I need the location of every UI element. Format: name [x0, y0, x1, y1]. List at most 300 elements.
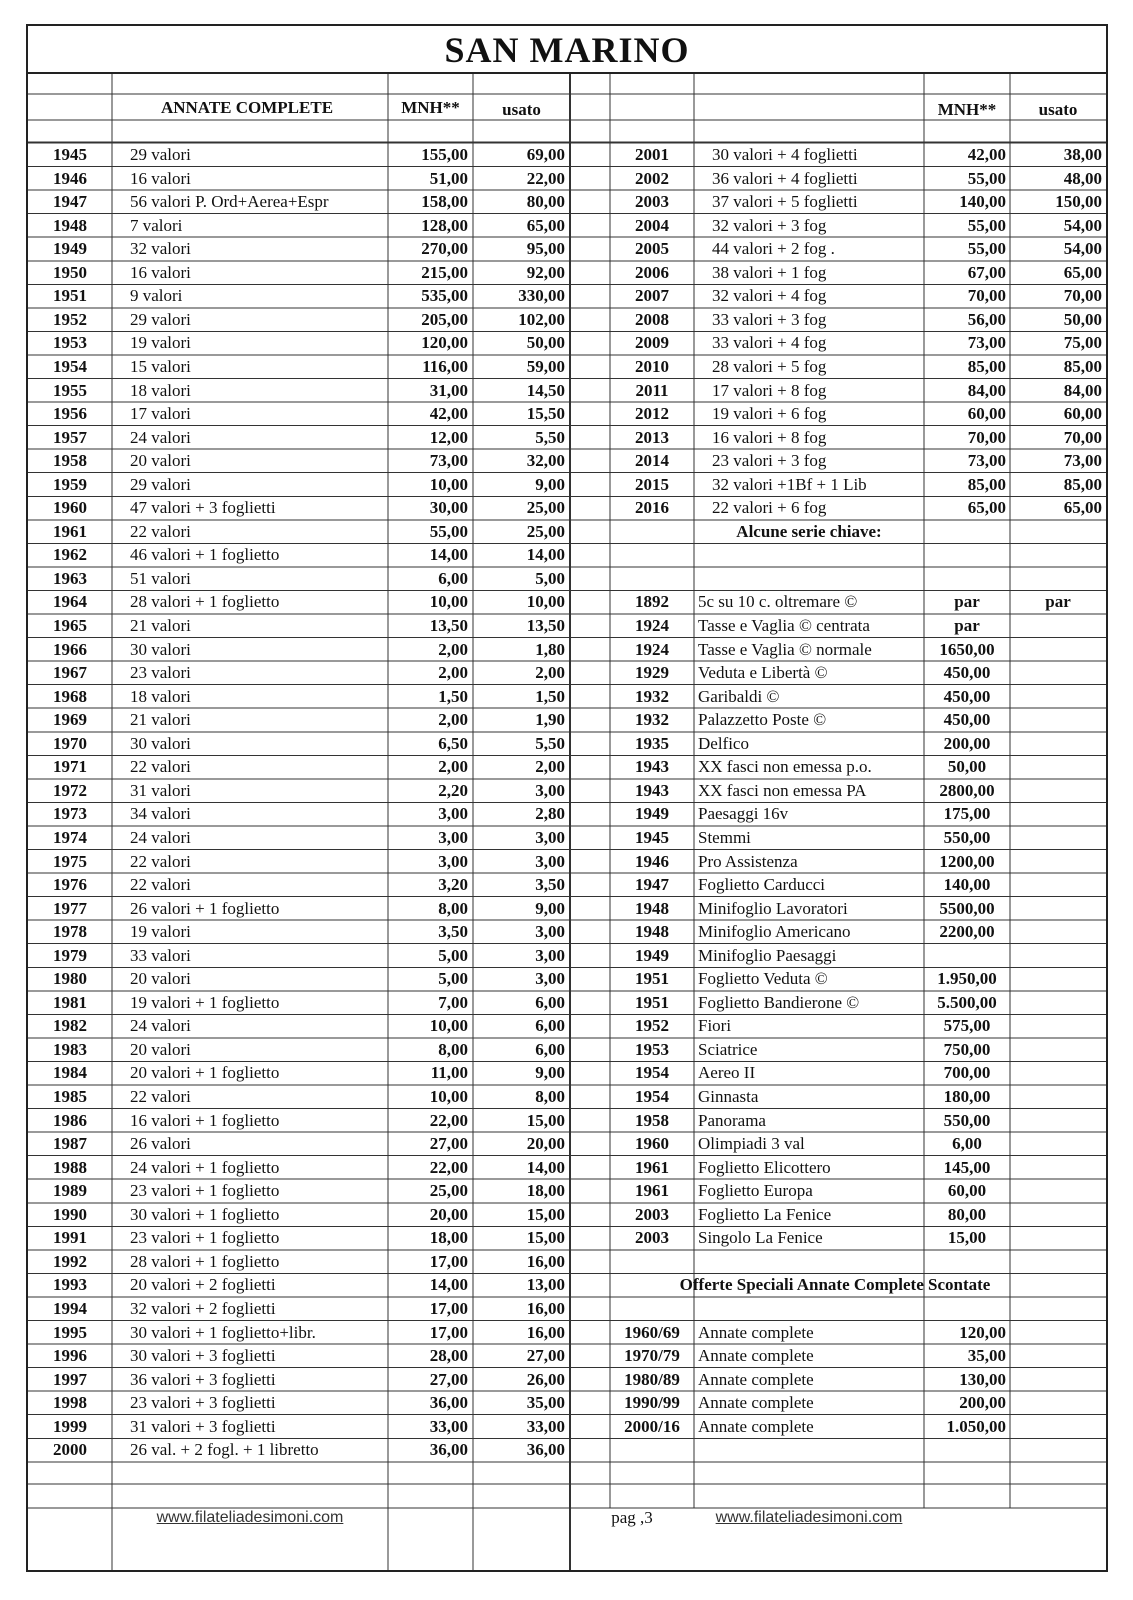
row-year: 1961 [53, 521, 87, 541]
row-price-mnh: 85,00 [967, 474, 1006, 494]
key-series-year: 1958 [635, 1110, 669, 1130]
row-price-used: 3,00 [535, 922, 565, 942]
row-price-used: 70,00 [1063, 427, 1102, 447]
row-year: 2001 [635, 145, 669, 164]
key-series-price-mnh: 2200,00 [939, 922, 995, 942]
key-series-description: 5c su 10 c. oltremare © [698, 592, 858, 612]
row-price-used: 32,00 [526, 451, 565, 471]
row-price-used: 16,00 [526, 1322, 565, 1342]
row-description: 24 valori [130, 427, 191, 447]
row-description: 56 valori P. Ord+Aerea+Espr [130, 192, 329, 212]
row-price-mnh: 2,00 [438, 710, 468, 730]
row-year: 1946 [53, 168, 87, 188]
row-description: 22 valori + 6 fog [712, 498, 827, 518]
row-year: 1945 [53, 145, 87, 164]
offer-price: 1.050,00 [946, 1416, 1006, 1436]
row-year: 2010 [635, 356, 669, 376]
row-description: 37 valori + 5 foglietti [712, 192, 858, 212]
row-description: 26 val. + 2 fogl. + 1 libretto [130, 1440, 319, 1460]
row-description: 17 valori [130, 404, 191, 424]
key-series-price-mnh: 140,00 [943, 875, 991, 895]
key-series-year: 1949 [635, 945, 669, 965]
row-price-mnh: 155,00 [421, 145, 468, 164]
row-year: 1971 [53, 757, 87, 777]
row-price-used: 80,00 [526, 192, 565, 212]
row-price-used: 85,00 [1063, 356, 1102, 376]
row-price-used: 2,80 [535, 804, 565, 824]
row-price-used: 27,00 [526, 1346, 565, 1366]
row-price-mnh: 17,00 [429, 1322, 468, 1342]
row-price-used: 69,00 [526, 145, 565, 164]
row-description: 30 valori + 4 foglietti [712, 145, 858, 164]
row-description: 24 valori + 1 foglietto [130, 1157, 280, 1177]
row-description: 20 valori [130, 451, 191, 471]
row-description: 44 valori + 2 fog . [712, 239, 835, 259]
row-price-mnh: 5,00 [438, 969, 468, 989]
row-price-used: 150,00 [1055, 192, 1102, 212]
row-price-used: 5,50 [535, 733, 565, 753]
column-header-mnh: MNH** [401, 98, 460, 117]
key-series-price-mnh: 15,00 [947, 1228, 987, 1248]
row-price-used: 13,00 [526, 1275, 565, 1295]
row-price-mnh: 73,00 [967, 451, 1006, 471]
key-series-description: Minifoglio Americano [698, 922, 851, 942]
row-description: 30 valori + 1 foglietto+libr. [130, 1322, 316, 1342]
offer-price: 35,00 [967, 1346, 1006, 1366]
row-description: 33 valori + 4 fog [712, 333, 827, 353]
row-price-mnh: 2,00 [438, 639, 468, 659]
key-series-description: Panorama [698, 1110, 766, 1130]
row-price-mnh: 8,00 [438, 1039, 468, 1059]
row-description: 36 valori + 3 foglietti [130, 1369, 276, 1389]
key-series-year: 1948 [635, 922, 669, 942]
key-series-description: Foglietto Europa [698, 1181, 813, 1201]
row-year: 1977 [53, 898, 87, 918]
key-series-description: Minifoglio Paesaggi [698, 945, 837, 965]
column-header-used: usato [502, 100, 541, 119]
row-price-used: 8,00 [535, 1087, 565, 1106]
row-price-used: 54,00 [1063, 239, 1102, 259]
row-price-mnh: 73,00 [967, 333, 1006, 353]
row-price-mnh: 70,00 [967, 427, 1006, 447]
row-price-used: 60,00 [1063, 404, 1102, 424]
row-year: 2000 [53, 1440, 87, 1460]
key-series-price-mnh: 1650,00 [939, 639, 995, 659]
row-price-used: 25,00 [526, 521, 565, 541]
row-year: 1999 [53, 1416, 87, 1436]
row-description: 18 valori [130, 686, 191, 706]
row-price-used: 50,00 [1063, 309, 1102, 329]
row-year: 2008 [635, 309, 669, 329]
key-series-year: 1948 [635, 898, 669, 918]
row-price-used: 54,00 [1063, 215, 1102, 235]
row-description: 23 valori + 3 fog [712, 451, 827, 471]
row-price-mnh: 10,00 [429, 592, 468, 612]
row-year: 1963 [53, 568, 87, 588]
row-year: 1974 [53, 827, 87, 847]
row-year: 1986 [53, 1110, 87, 1130]
column-header-used: usato [1038, 100, 1078, 119]
row-price-mnh: 84,00 [967, 380, 1006, 400]
key-series-description: Tasse e Vaglia © normale [698, 639, 872, 659]
key-series-price-mnh: 700,00 [943, 1063, 991, 1083]
row-year: 2014 [635, 451, 669, 471]
price-list-sheet [26, 24, 1108, 1572]
row-year: 1993 [53, 1275, 87, 1295]
row-price-used: 65,00 [1063, 498, 1102, 518]
row-year: 1952 [53, 309, 87, 329]
row-description: 32 valori [130, 239, 191, 259]
offer-price: 120,00 [959, 1322, 1006, 1342]
row-year: 1966 [53, 639, 87, 659]
row-price-mnh: 6,00 [438, 568, 468, 588]
row-price-mnh: 51,00 [429, 168, 468, 188]
row-price-used: 5,00 [535, 568, 565, 588]
key-series-year: 1892 [635, 592, 669, 612]
row-description: 29 valori [130, 309, 191, 329]
row-description: 24 valori [130, 827, 191, 847]
row-price-mnh: 56,00 [967, 309, 1006, 329]
key-series-price-used: par [1045, 592, 1071, 612]
row-year: 1964 [53, 592, 87, 612]
row-price-used: 36,00 [526, 1440, 565, 1460]
key-series-year: 2003 [635, 1204, 669, 1224]
row-year: 2007 [635, 286, 669, 306]
key-series-price-mnh: 575,00 [943, 1016, 991, 1036]
row-year: 2011 [635, 380, 669, 400]
row-price-mnh: 30,00 [429, 498, 468, 518]
key-series-price-mnh: 450,00 [943, 710, 991, 730]
row-description: 32 valori +1Bf + 1 Lib [712, 474, 867, 494]
row-description: 31 valori [130, 780, 191, 800]
row-price-used: 18,00 [526, 1181, 565, 1201]
row-year: 1995 [53, 1322, 87, 1342]
offer-years: 1980/89 [624, 1369, 680, 1389]
key-series-price-mnh: 50,00 [947, 757, 987, 777]
key-series-title: Alcune serie chiave: [736, 521, 882, 541]
row-price-used: 84,00 [1063, 380, 1102, 400]
row-price-mnh: 14,00 [429, 545, 468, 565]
row-price-mnh: 10,00 [429, 474, 468, 494]
row-description: 18 valori [130, 380, 191, 400]
row-price-mnh: 25,00 [429, 1181, 468, 1201]
key-series-year: 1924 [635, 639, 669, 659]
key-series-description: Singolo La Fenice [698, 1228, 823, 1248]
row-description: 29 valori [130, 145, 191, 164]
key-series-year: 1954 [635, 1087, 669, 1106]
row-price-used: 22,00 [526, 168, 565, 188]
row-price-used: 6,00 [535, 1016, 565, 1036]
row-price-mnh: 3,20 [438, 875, 468, 895]
row-price-mnh: 31,00 [429, 380, 468, 400]
key-series-year: 1947 [635, 875, 669, 895]
key-series-price-mnh: 5500,00 [939, 898, 995, 918]
row-description: 32 valori + 3 fog [712, 215, 827, 235]
row-year: 1947 [53, 192, 87, 212]
key-series-description: Fiori [698, 1016, 732, 1036]
row-price-mnh: 85,00 [967, 356, 1006, 376]
key-series-price-mnh: 1.950,00 [937, 969, 997, 989]
row-price-mnh: 27,00 [429, 1134, 468, 1154]
row-description: 30 valori [130, 733, 191, 753]
row-year: 1988 [53, 1157, 87, 1177]
key-series-year: 2003 [635, 1228, 669, 1248]
row-description: 26 valori + 1 foglietto [130, 898, 280, 918]
key-series-year: 1952 [635, 1016, 669, 1036]
row-price-used: 95,00 [526, 239, 565, 259]
offer-description: Annate complete [698, 1346, 814, 1366]
row-year: 2009 [635, 333, 669, 353]
row-price-used: 14,00 [526, 1157, 565, 1177]
row-description: 16 valori + 1 foglietto [130, 1110, 280, 1130]
row-year: 2005 [635, 239, 669, 259]
row-price-used: 14,00 [526, 545, 565, 565]
row-description: 19 valori + 6 fog [712, 404, 827, 424]
row-year: 1960 [53, 498, 87, 518]
row-price-mnh: 2,00 [438, 663, 468, 683]
row-description: 47 valori + 3 foglietti [130, 498, 276, 518]
key-series-description: Ginnasta [698, 1087, 759, 1106]
row-year: 1994 [53, 1298, 87, 1318]
key-series-description: Palazzetto Poste © [698, 710, 827, 730]
row-year: 1980 [53, 969, 87, 989]
row-year: 1976 [53, 875, 87, 895]
row-price-used: 3,00 [535, 851, 565, 871]
key-series-description: Foglietto Elicottero [698, 1157, 831, 1177]
row-description: 19 valori + 1 foglietto [130, 992, 280, 1012]
row-price-used: 15,00 [526, 1228, 565, 1248]
key-series-year: 1945 [635, 827, 669, 847]
row-description: 36 valori + 4 foglietti [712, 168, 858, 188]
row-price-used: 16,00 [526, 1251, 565, 1271]
key-series-year: 1943 [635, 780, 669, 800]
row-description: 19 valori [130, 333, 191, 353]
row-price-used: 33,00 [526, 1416, 565, 1436]
row-description: 22 valori [130, 521, 191, 541]
row-year: 1955 [53, 380, 87, 400]
row-year: 1949 [53, 239, 87, 259]
row-price-mnh: 3,00 [438, 851, 468, 871]
row-year: 1989 [53, 1181, 87, 1201]
key-series-description: Veduta e Libertà © [698, 663, 828, 683]
row-description: 33 valori [130, 945, 191, 965]
key-series-description: Garibaldi © [698, 686, 780, 706]
key-series-price-mnh: par [954, 616, 980, 635]
key-series-price-mnh: 550,00 [943, 1110, 991, 1130]
row-price-mnh: 535,00 [421, 286, 468, 306]
row-price-mnh: 2,20 [438, 780, 468, 800]
row-year: 1998 [53, 1393, 87, 1413]
row-price-used: 15,00 [526, 1110, 565, 1130]
row-price-mnh: 70,00 [967, 286, 1006, 306]
key-series-description: Foglietto Veduta © [698, 969, 828, 989]
row-year: 2006 [635, 262, 669, 282]
offer-years: 1960/69 [624, 1322, 680, 1342]
row-year: 1985 [53, 1087, 87, 1106]
row-description: 33 valori + 3 fog [712, 309, 827, 329]
offer-description: Annate complete [698, 1416, 814, 1436]
row-description: 31 valori + 3 foglietti [130, 1416, 276, 1436]
row-price-used: 3,00 [535, 969, 565, 989]
page-title: SAN MARINO [28, 26, 1106, 74]
row-price-mnh: 33,00 [429, 1416, 468, 1436]
key-series-description: Tasse e Vaglia © centrata [698, 616, 870, 635]
row-year: 1972 [53, 780, 87, 800]
column-header-section: ANNATE COMPLETE [160, 98, 334, 117]
row-description: 9 valori [130, 286, 183, 306]
row-description: 20 valori + 2 foglietti [130, 1275, 276, 1295]
row-price-mnh: 3,50 [438, 922, 468, 942]
row-price-mnh: 65,00 [967, 498, 1006, 518]
key-series-year: 1924 [635, 616, 669, 635]
footer-website-link[interactable]: www.filateliadesimoni.com [156, 1508, 344, 1526]
key-series-year: 1932 [635, 710, 669, 730]
row-year: 2003 [635, 192, 669, 212]
key-series-year: 1946 [635, 851, 669, 871]
row-price-used: 1,50 [535, 686, 565, 706]
key-series-year: 1961 [635, 1157, 669, 1177]
row-description: 16 valori [130, 262, 191, 282]
row-description: 23 valori + 3 foglietti [130, 1393, 276, 1413]
row-description: 20 valori + 1 foglietto [130, 1063, 280, 1083]
row-price-mnh: 28,00 [429, 1346, 468, 1366]
row-price-mnh: 158,00 [421, 192, 468, 212]
row-year: 1956 [53, 404, 87, 424]
row-price-used: 15,00 [526, 1204, 565, 1224]
row-price-used: 9,00 [535, 1063, 565, 1083]
row-price-used: 9,00 [535, 898, 565, 918]
row-price-mnh: 13,50 [429, 616, 468, 635]
row-price-mnh: 270,00 [421, 239, 468, 259]
row-price-mnh: 3,00 [438, 827, 468, 847]
key-series-description: Foglietto Carducci [698, 875, 826, 895]
row-year: 2012 [635, 404, 669, 424]
offer-years: 2000/16 [624, 1416, 680, 1436]
key-series-year: 1961 [635, 1181, 669, 1201]
row-description: 23 valori + 1 foglietto [130, 1181, 280, 1201]
row-price-used: 25,00 [526, 498, 565, 518]
row-price-used: 35,00 [526, 1393, 565, 1413]
key-series-description: Foglietto Bandierone © [698, 992, 860, 1012]
row-price-mnh: 120,00 [421, 333, 468, 353]
row-price-used: 73,00 [1063, 451, 1102, 471]
row-price-mnh: 20,00 [429, 1204, 468, 1224]
row-price-used: 1,80 [535, 639, 565, 659]
row-description: 20 valori [130, 969, 191, 989]
row-price-mnh: 17,00 [429, 1251, 468, 1271]
row-description: 28 valori + 5 fog [712, 356, 827, 376]
row-description: 22 valori [130, 757, 191, 777]
row-price-mnh: 7,00 [438, 992, 468, 1012]
row-description: 38 valori + 1 fog [712, 262, 827, 282]
row-price-mnh: 10,00 [429, 1016, 468, 1036]
row-description: 15 valori [130, 356, 191, 376]
row-price-mnh: 73,00 [429, 451, 468, 471]
row-year: 1987 [53, 1134, 87, 1154]
row-price-mnh: 55,00 [967, 239, 1006, 259]
row-price-mnh: 14,00 [429, 1275, 468, 1295]
row-year: 1973 [53, 804, 87, 824]
key-series-price-mnh: 200,00 [943, 733, 991, 753]
offer-description: Annate complete [698, 1322, 814, 1342]
row-price-used: 59,00 [526, 356, 565, 376]
row-price-used: 330,00 [518, 286, 565, 306]
key-series-year: 1935 [635, 733, 669, 753]
row-year: 1948 [53, 215, 87, 235]
row-year: 1996 [53, 1346, 87, 1366]
column-header-mnh: MNH** [937, 100, 997, 119]
row-year: 1978 [53, 922, 87, 942]
row-year: 2016 [635, 498, 669, 518]
row-year: 1991 [53, 1228, 87, 1248]
row-price-mnh: 6,50 [438, 733, 468, 753]
row-price-used: 1,90 [535, 710, 565, 730]
footer-website-link[interactable]: www.filateliadesimoni.com [715, 1508, 903, 1526]
row-year: 1951 [53, 286, 87, 306]
row-price-used: 75,00 [1063, 333, 1102, 353]
key-series-year: 1929 [635, 663, 669, 683]
key-series-price-mnh: 550,00 [943, 827, 991, 847]
row-description: 30 valori [130, 639, 191, 659]
key-series-description: Paesaggi 16v [698, 804, 789, 824]
row-price-mnh: 17,00 [429, 1298, 468, 1318]
row-description: 28 valori + 1 foglietto [130, 592, 280, 612]
key-series-price-mnh: 1200,00 [939, 851, 995, 871]
row-price-mnh: 36,00 [429, 1440, 468, 1460]
row-price-used: 102,00 [518, 309, 565, 329]
key-series-description: Aereo II [698, 1063, 756, 1083]
row-price-used: 2,00 [535, 663, 565, 683]
row-price-mnh: 8,00 [438, 898, 468, 918]
row-price-used: 13,50 [526, 616, 565, 635]
row-price-used: 10,00 [526, 592, 565, 612]
key-series-description: Minifoglio Lavoratori [698, 898, 848, 918]
key-series-price-mnh: 2800,00 [939, 780, 995, 800]
row-description: 26 valori [130, 1134, 191, 1154]
row-year: 1959 [53, 474, 87, 494]
row-year: 1965 [53, 616, 87, 635]
row-year: 1983 [53, 1039, 87, 1059]
row-description: 16 valori + 8 fog [712, 427, 827, 447]
row-year: 2002 [635, 168, 669, 188]
key-series-price-mnh: 5.500,00 [937, 992, 997, 1012]
row-price-mnh: 36,00 [429, 1393, 468, 1413]
key-series-price-mnh: 145,00 [943, 1157, 991, 1177]
row-price-used: 16,00 [526, 1298, 565, 1318]
row-year: 2015 [635, 474, 669, 494]
row-year: 1969 [53, 710, 87, 730]
row-price-used: 3,00 [535, 780, 565, 800]
row-year: 1992 [53, 1251, 87, 1271]
offer-years: 1970/79 [624, 1346, 680, 1366]
offer-years: 1990/99 [624, 1393, 680, 1413]
key-series-price-mnh: 6,00 [952, 1134, 982, 1154]
row-price-mnh: 140,00 [959, 192, 1006, 212]
row-description: 20 valori [130, 1039, 191, 1059]
row-year: 1957 [53, 427, 87, 447]
row-description: 23 valori + 1 foglietto [130, 1228, 280, 1248]
key-series-description: Pro Assistenza [698, 851, 798, 871]
row-description: 24 valori [130, 1016, 191, 1036]
key-series-price-mnh: 175,00 [943, 804, 991, 824]
offers-title: Offerte Speciali Annate Complete Scontate [679, 1275, 991, 1295]
row-year: 1970 [53, 733, 87, 753]
row-price-mnh: 42,00 [967, 145, 1006, 164]
row-year: 1962 [53, 545, 87, 565]
row-price-used: 65,00 [1063, 262, 1102, 282]
row-description: 28 valori + 1 foglietto [130, 1251, 280, 1271]
offer-description: Annate complete [698, 1393, 814, 1413]
